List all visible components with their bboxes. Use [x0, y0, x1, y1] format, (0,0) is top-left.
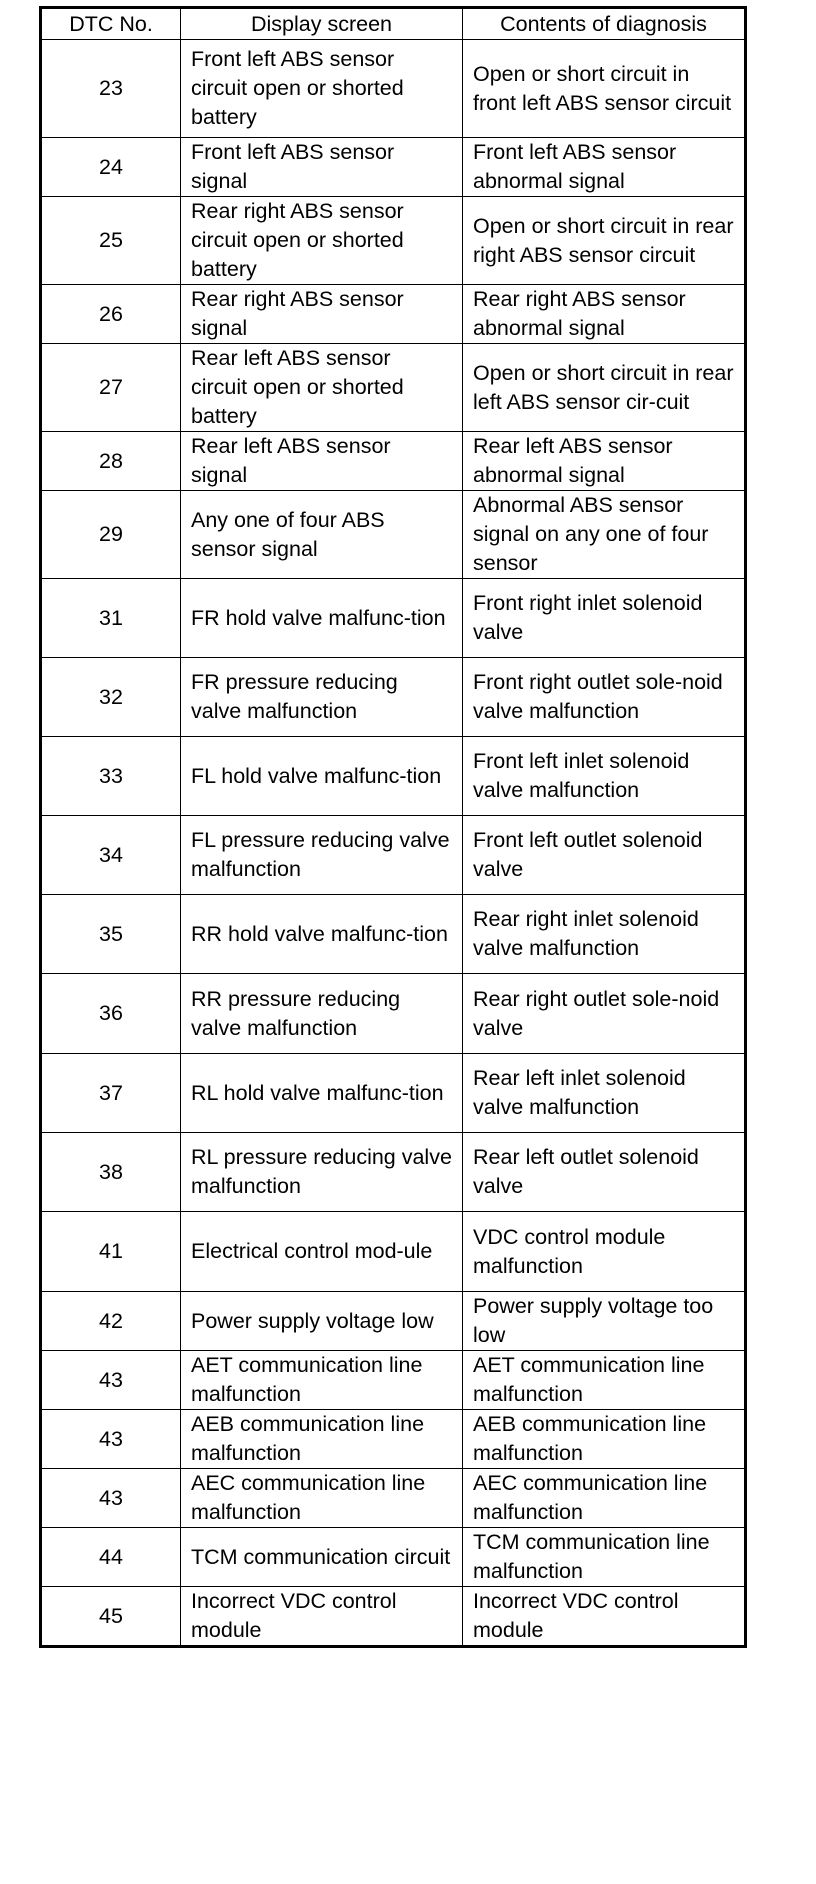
display-cell: TCM communication circuit [181, 1528, 463, 1587]
display-cell: FL pressure reducing valve malfunction [181, 816, 463, 895]
display-cell: FL hold valve malfunc-tion [181, 737, 463, 816]
display-cell: Rear left ABS sensor signal [181, 432, 463, 491]
table-row [41, 491, 746, 579]
contents-cell: Rear right inlet solenoid valve malfunction [463, 895, 746, 974]
display-cell: RR hold valve malfunc-tion [181, 895, 463, 974]
dtc-cell: 32 [41, 658, 181, 737]
dtc-cell: 37 [41, 1054, 181, 1133]
header-dtc-no: DTC No. [41, 8, 181, 40]
dtc-cell: 25 [41, 197, 181, 285]
dtc-cell: 43 [41, 1410, 181, 1469]
contents-cell: Open or short circuit in rear left ABS sensor cir-cuit [463, 344, 746, 432]
display-cell: Electrical control mod-ule [181, 1212, 463, 1292]
table-row [41, 1469, 746, 1528]
contents-cell: AEC communication line malfunction [463, 1469, 746, 1528]
table-row [41, 1587, 746, 1647]
dtc-cell: 24 [41, 138, 181, 197]
dtc-cell: 43 [41, 1469, 181, 1528]
contents-cell: Power supply voltage too low [463, 1292, 746, 1351]
table-row [41, 579, 746, 658]
table-row [41, 1410, 746, 1469]
dtc-cell: 31 [41, 579, 181, 658]
table-row [41, 1351, 746, 1410]
contents-cell: TCM communication line malfunction [463, 1528, 746, 1587]
display-cell: Rear left ABS sensor circuit open or shorted battery [181, 344, 463, 432]
display-cell: Power supply voltage low [181, 1292, 463, 1351]
display-cell: Front left ABS sensor circuit open or shorted battery [181, 40, 463, 138]
dtc-cell: 43 [41, 1351, 181, 1410]
dtc-cell: 35 [41, 895, 181, 974]
table-row [41, 138, 746, 197]
contents-cell: Rear left outlet solenoid valve [463, 1133, 746, 1212]
contents-cell: AET communication line malfunction [463, 1351, 746, 1410]
table-row [41, 737, 746, 816]
table-row [41, 658, 746, 737]
dtc-cell: 42 [41, 1292, 181, 1351]
dtc-cell: 33 [41, 737, 181, 816]
contents-cell: Open or short circuit in rear right ABS sensor circuit [463, 197, 746, 285]
display-cell: Rear right ABS sensor circuit open or shorted battery [181, 197, 463, 285]
contents-cell: Front right inlet solenoid valve [463, 579, 746, 658]
display-cell: FR pressure reducing valve malfunction [181, 658, 463, 737]
display-cell: Front left ABS sensor signal [181, 138, 463, 197]
dtc-cell: 23 [41, 40, 181, 138]
table-row [41, 1212, 746, 1292]
display-cell: AET communication line malfunction [181, 1351, 463, 1410]
table-row [41, 1133, 746, 1212]
table-row [41, 432, 746, 491]
dtc-cell: 44 [41, 1528, 181, 1587]
contents-cell: Incorrect VDC control module [463, 1587, 746, 1647]
display-cell: AEC communication line malfunction [181, 1469, 463, 1528]
contents-cell: AEB communication line malfunction [463, 1410, 746, 1469]
dtc-cell: 41 [41, 1212, 181, 1292]
contents-cell: Front right outlet sole-noid valve malfunction [463, 658, 746, 737]
display-cell: AEB communication line malfunction [181, 1410, 463, 1469]
table-row [41, 895, 746, 974]
table-row [41, 1054, 746, 1133]
table-row [41, 40, 746, 138]
table-row [41, 816, 746, 895]
dtc-cell: 28 [41, 432, 181, 491]
header-display-screen: Display screen [181, 8, 463, 40]
table-row [41, 344, 746, 432]
contents-cell: Rear left inlet solenoid valve malfunction [463, 1054, 746, 1133]
dtc-cell: 45 [41, 1587, 181, 1647]
table-row [41, 285, 746, 344]
table-row [41, 197, 746, 285]
contents-cell: Front left outlet solenoid valve [463, 816, 746, 895]
contents-cell: Rear left ABS sensor abnormal signal [463, 432, 746, 491]
dtc-table [39, 6, 747, 1648]
dtc-cell: 38 [41, 1133, 181, 1212]
contents-cell: Open or short circuit in front left ABS sensor circuit [463, 40, 746, 138]
display-cell: RL hold valve malfunc-tion [181, 1054, 463, 1133]
dtc-cell: 34 [41, 816, 181, 895]
display-cell: RL pressure reducing valve malfunction [181, 1133, 463, 1212]
table-row [41, 1292, 746, 1351]
header-contents-of-diagnosis: Contents of diagnosis [463, 8, 746, 40]
dtc-cell: 27 [41, 344, 181, 432]
table-row [41, 974, 746, 1054]
contents-cell: Abnormal ABS sensor signal on any one of four sensor [463, 491, 746, 579]
dtc-cell: 36 [41, 974, 181, 1054]
dtc-cell: 29 [41, 491, 181, 579]
display-cell: Any one of four ABS sensor signal [181, 491, 463, 579]
table-row [41, 1528, 746, 1587]
contents-cell: Front left ABS sensor abnormal signal [463, 138, 746, 197]
display-cell: RR pressure reducing valve malfunction [181, 974, 463, 1054]
contents-cell: Rear right ABS sensor abnormal signal [463, 285, 746, 344]
header-row [41, 8, 746, 40]
display-cell: FR hold valve malfunc-tion [181, 579, 463, 658]
contents-cell: VDC control module malfunction [463, 1212, 746, 1292]
table-body [41, 40, 746, 1647]
contents-cell: Rear right outlet sole-noid valve [463, 974, 746, 1054]
dtc-cell: 26 [41, 285, 181, 344]
contents-cell: Front left inlet solenoid valve malfunction [463, 737, 746, 816]
display-cell: Incorrect VDC control module [181, 1587, 463, 1647]
display-cell: Rear right ABS sensor signal [181, 285, 463, 344]
